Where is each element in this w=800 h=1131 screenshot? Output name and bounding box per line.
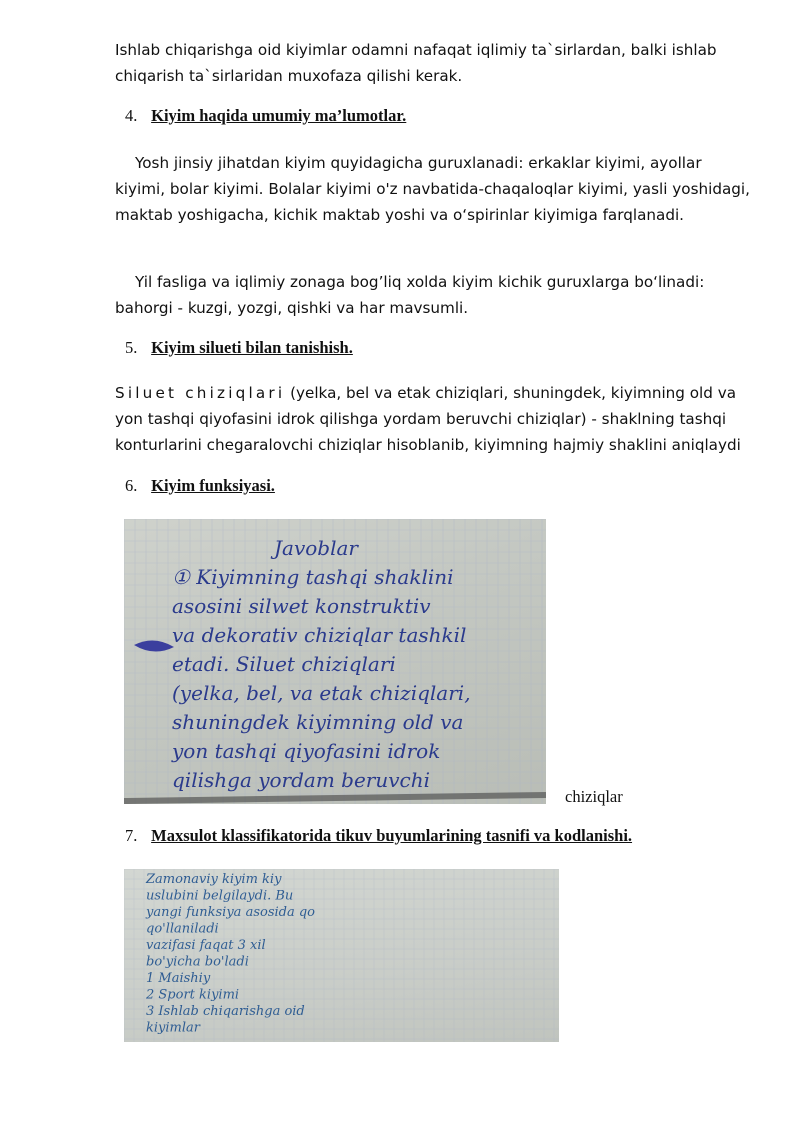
section-number: 5.: [125, 338, 138, 357]
section-heading-7: [125, 826, 632, 846]
handwritten-notes-photo-2: [124, 869, 559, 1042]
section-title: Maxsulot klassifikatorida tikuv buyumlarining tasnifi va kodlanishi.: [151, 826, 633, 845]
section-heading-4: [125, 106, 406, 126]
section-heading-5: [125, 338, 353, 358]
handwriting-text-1: [124, 519, 546, 804]
handwriting-line: 2 Sport kiyimi: [146, 987, 240, 1003]
handwriting-line: shuningdek kiyimning old va: [172, 710, 464, 734]
section-number: 4.: [125, 106, 138, 125]
section-title: Kiyim silueti bilan tanishish.: [151, 338, 353, 357]
section-title: Kiyim haqida umumiy ma’lumotlar.: [151, 106, 407, 125]
section4-paragraph-1: Yosh jinsiy jihatdan kiyim quyidagicha guruxlanadi: erkaklar kiyimi, ayollar kiyimi, bolar kiyimi. Bolalar kiyimi o'z navbatida-chaqaloqlar kiyimi, yasli yoshidagi, maktab yoshigacha, kichik maktab yoshi va o‘spirinlar kiyimiga farqlanadi.: [115, 154, 750, 224]
handwriting-line: yangi funksiya asosida qo: [146, 905, 315, 920]
handwriting-line: (yelka, bel, va etak chiziqlari,: [172, 681, 471, 705]
silhouette-definition: (yelka, bel va etak chiziqlari, shuningdek, kiyimning old va yon tashqi qiyofasini idrok qilishga yordam beruvchi chiziqlar) - shaklning tashqi konturlarini chegaralovchi chiziqlar hisoblanib, kiyimning hajmiy shaklini aniqlaydi: [115, 384, 741, 454]
section-number: 6.: [125, 476, 138, 495]
intro-paragraph: Ishlab chiqarishga oid kiyimlar odamni nafaqat iqlimiy ta`sirlardan, balki ishlab chiqarish ta`sirlaridan muxofaza qilishi kerak.: [115, 41, 717, 85]
ink-blot: [134, 640, 174, 651]
handwriting-line: asosini silwet konstruktiv: [172, 594, 431, 618]
handwriting-text-2: [124, 869, 559, 1042]
handwriting-line: ① Kiyimning tashqi shaklini: [172, 565, 454, 589]
handwriting-line: 3 Ishlab chiqarishga oid: [146, 1004, 305, 1019]
handwriting-line: kiyimlar: [146, 1020, 200, 1036]
handwriting-line: qilishga yordam beruvchi: [172, 768, 431, 792]
section-title: Kiyim funksiyasi.: [151, 476, 275, 495]
section-heading-6: [125, 476, 275, 496]
handwriting-line: 1 Maishiy: [146, 971, 211, 986]
silhouette-term: Siluet chiziqlari: [115, 384, 286, 402]
handwriting-line: etadi. Siluet chiziqlari: [172, 652, 396, 676]
handwriting-line: qo'llaniladi: [146, 921, 219, 937]
handwriting-line: Javoblar: [274, 536, 358, 560]
handwriting-line: bo'yicha bo'ladi: [146, 954, 249, 970]
section5-paragraph: [115, 380, 755, 458]
handwriting-line: vazifasi faqat 3 xil: [146, 938, 266, 953]
section-number: 7.: [125, 826, 138, 845]
handwriting-line: uslubini belgilaydi. Bu: [146, 888, 294, 904]
handwriting-line: va dekorativ chiziqlar tashkil: [172, 623, 467, 647]
photo1-caption: chiziqlar: [565, 787, 623, 806]
section4-paragraph-2: Yil fasliga va iqlimiy zonaga bog’liq xolda kiyim kichik guruxlarga bo‘linadi: bahorgi - kuzgi, yozgi, qishki va har mavsumli.: [115, 273, 705, 317]
handwritten-notes-photo-1: [124, 519, 546, 804]
handwriting-line: Zamonaviy kiyim kiy: [146, 872, 282, 887]
handwriting-line: yon tashqi qiyofasini idrok: [172, 739, 441, 763]
